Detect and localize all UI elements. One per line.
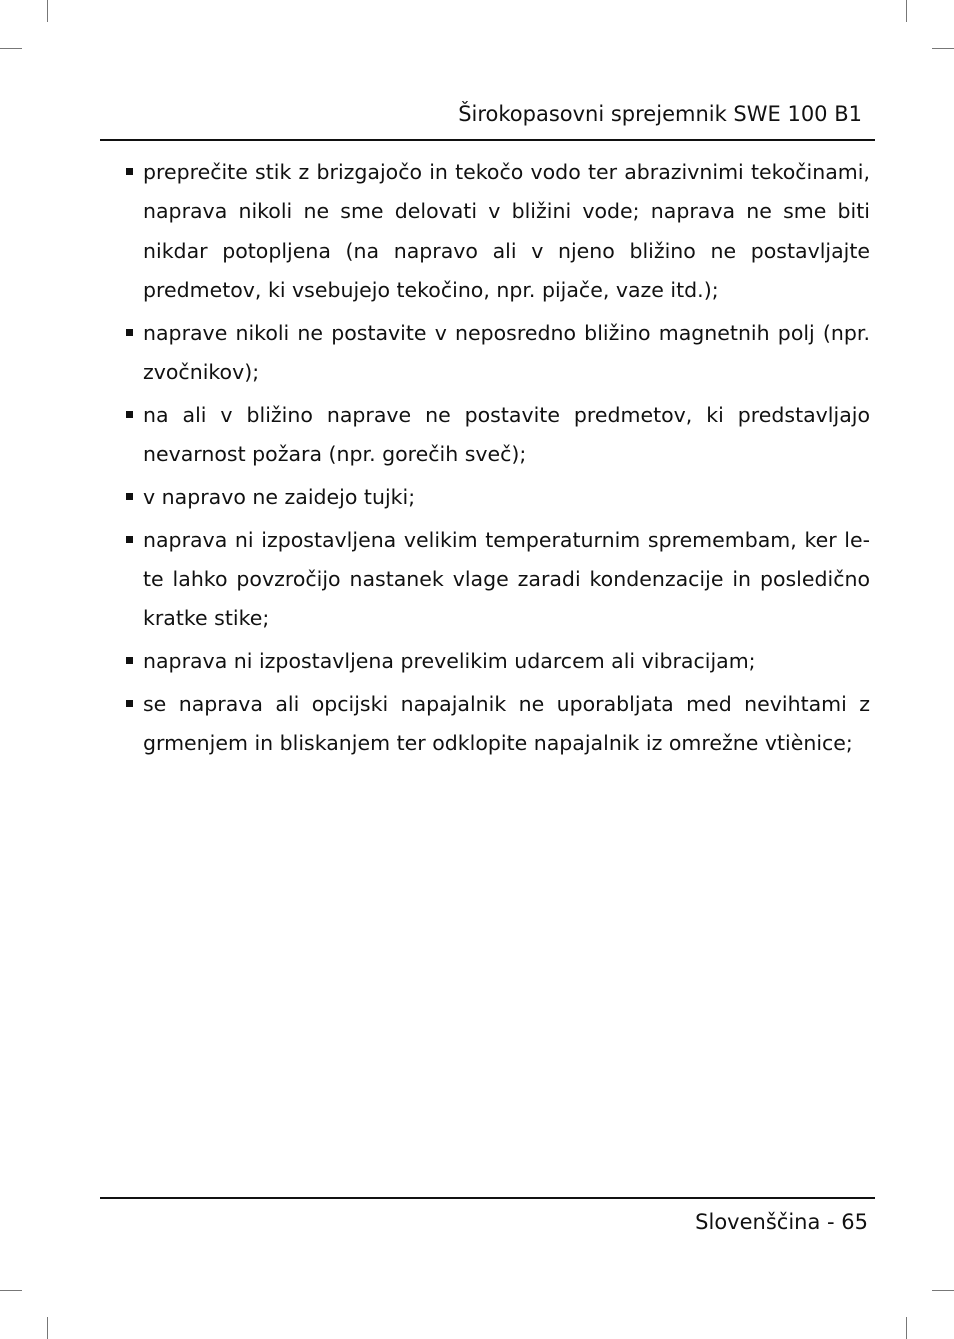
list-item bbox=[124, 153, 870, 310]
crop-mark bbox=[0, 1290, 22, 1291]
list-item bbox=[124, 521, 870, 639]
square-bullet-icon bbox=[126, 329, 133, 336]
bullet-list bbox=[124, 153, 870, 767]
list-item bbox=[124, 685, 870, 764]
crop-mark bbox=[47, 0, 48, 22]
running-header: Širokopasovni sprejemnik SWE 100 B1 bbox=[458, 102, 862, 126]
square-bullet-icon bbox=[126, 536, 133, 543]
crop-mark bbox=[906, 1317, 907, 1339]
square-bullet-icon bbox=[126, 700, 133, 707]
crop-mark bbox=[932, 48, 954, 49]
list-item bbox=[124, 314, 870, 393]
list-item-text: naprava ni izpostavljena prevelikim udarcem ali vibracijam; bbox=[143, 649, 756, 674]
square-bullet-icon bbox=[126, 657, 133, 664]
list-item-text: na ali v bližino naprave ne postavite predmetov, ki predstavljajo nevarnost požara (npr. gorečih sveč); bbox=[143, 402, 870, 467]
square-bullet-icon bbox=[126, 168, 133, 175]
crop-mark bbox=[0, 48, 22, 49]
page-footer: Slovenščina - 65 bbox=[695, 1210, 868, 1234]
crop-mark bbox=[906, 0, 907, 22]
square-bullet-icon bbox=[126, 411, 133, 418]
square-bullet-icon bbox=[126, 493, 133, 500]
list-item-text: se naprava ali opcijski napajalnik ne uporabljata med nevihtami z grmenjem in bliskanjem ter odklopite napajalnik iz omrežne vtiènice; bbox=[143, 691, 870, 756]
crop-mark bbox=[47, 1317, 48, 1339]
list-item bbox=[124, 478, 870, 517]
list-item-text: naprave nikoli ne postavite v neposredno bližino magnetnih polj (npr. zvočnikov); bbox=[143, 320, 870, 384]
footer-rule bbox=[100, 1197, 875, 1199]
header-rule bbox=[100, 139, 875, 141]
list-item bbox=[124, 396, 870, 475]
crop-mark bbox=[932, 1290, 954, 1291]
list-item bbox=[124, 642, 870, 681]
list-item-text: preprečite stik z brizgajočo in tekočo vodo ter abrazivnimi tekočinami, naprava nikoli ne sme delovati v bližini vode; naprava ne sme biti nikdar potopljena (na napravo ali v njeno bližino ne postavljajte predmetov, ki vsebujejo tekočino, npr. pijače, vaze itd.); bbox=[143, 160, 870, 302]
list-item-text: v napravo ne zaidejo tujki; bbox=[143, 484, 416, 509]
list-item-text: naprava ni izpostavljena velikim temperaturnim spremembam, ker le-te lahko povzročijo nastanek vlage zaradi kondenzacije in posledično kratke stike; bbox=[143, 527, 870, 631]
